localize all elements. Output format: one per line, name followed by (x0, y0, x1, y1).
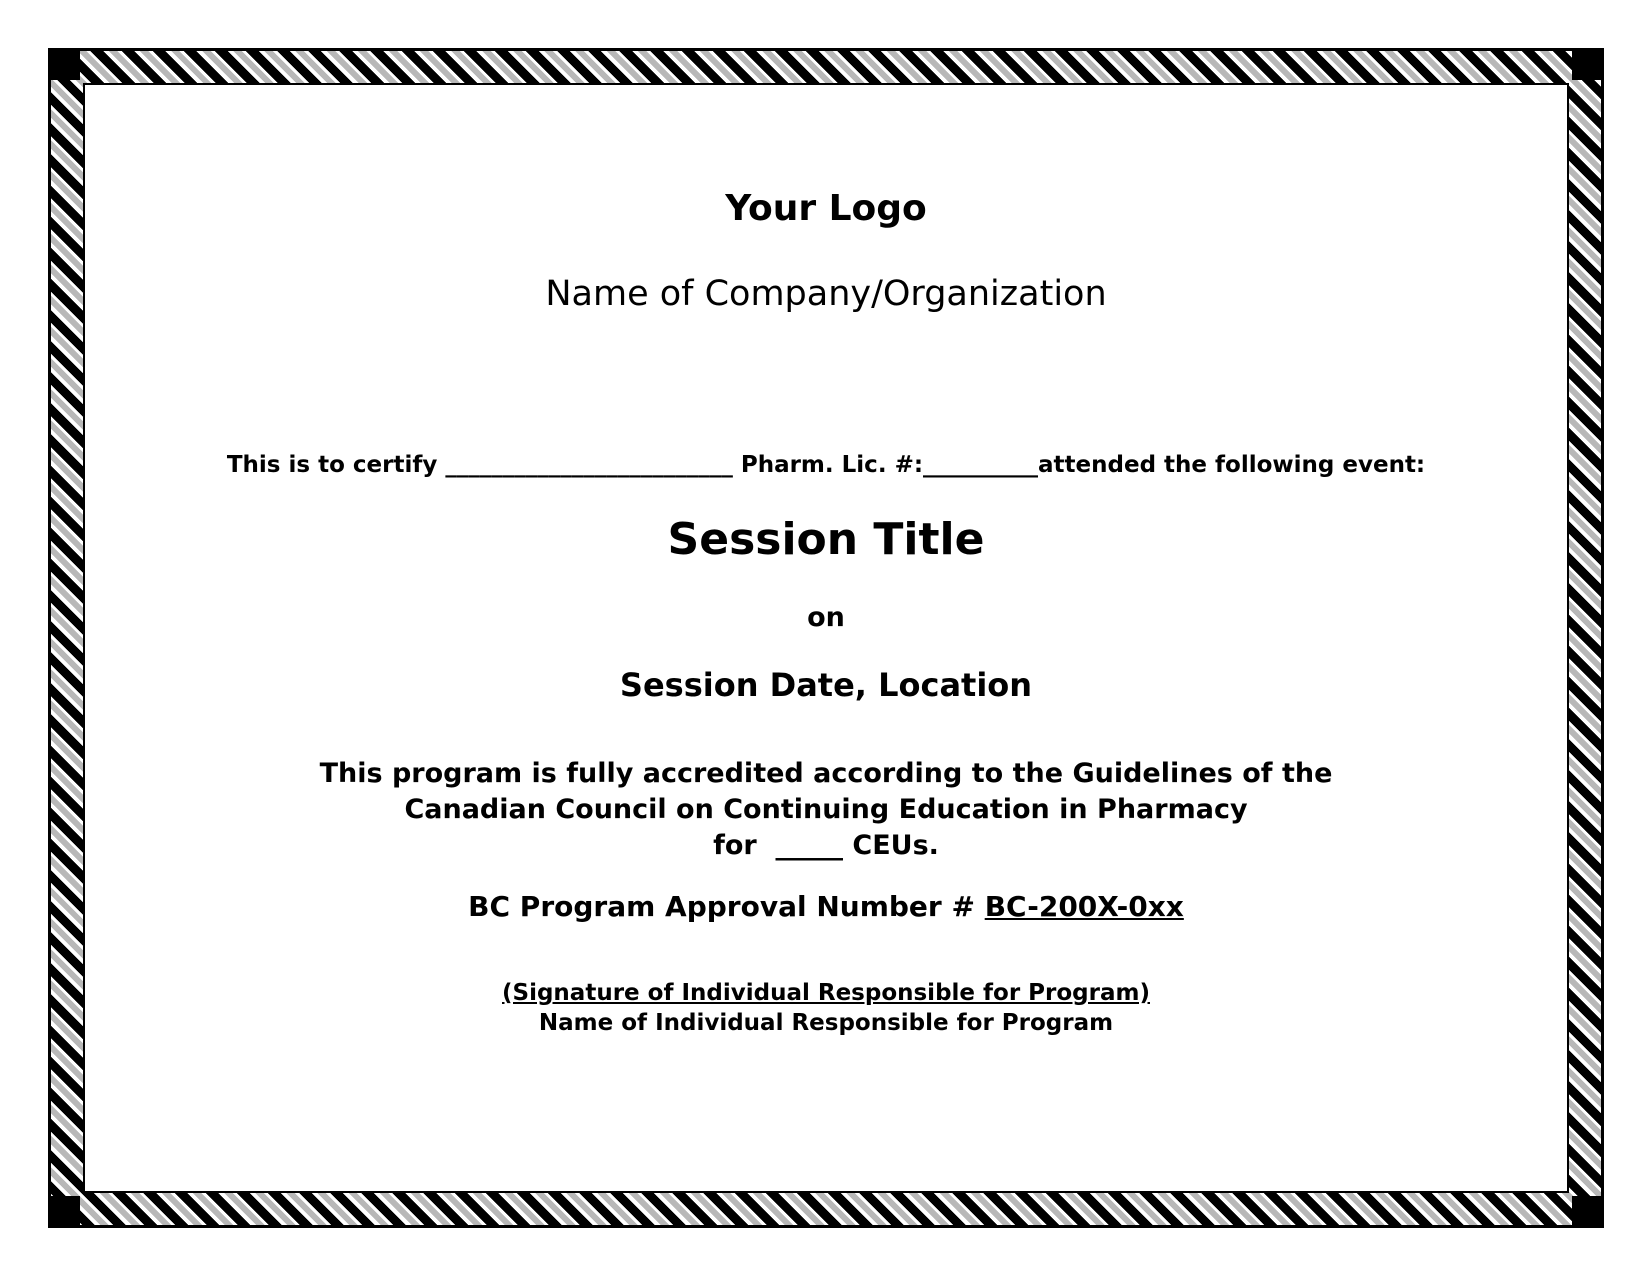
session-title: Session Title (667, 514, 985, 565)
approval-label: BC Program Approval Number # (468, 890, 985, 923)
company-name: Name of Company/Organization (545, 274, 1107, 314)
signatory-name: Name of Individual Responsible for Program (538, 1010, 1114, 1036)
border-corner-bottom-right (1572, 1196, 1602, 1226)
session-date-location: Session Date, Location (619, 666, 1033, 704)
approval-number-line (82, 890, 1570, 923)
border-corner-bottom-left (50, 1196, 80, 1226)
border-corner-top-left (50, 50, 80, 80)
certify-statement: This is to certify _________________________ Pharm. Lic. #:__________attended the following event: (226, 452, 1426, 478)
logo-placeholder: Your Logo (725, 188, 927, 229)
certificate-content (82, 82, 1570, 1194)
approval-number: BC-200X-0xx (984, 890, 1184, 923)
accreditation-statement (82, 756, 1570, 864)
accreditation-line-3: for _____ CEUs. (713, 830, 939, 861)
accreditation-line-1: This program is fully accredited according to the Guidelines of the (319, 758, 1333, 789)
signature-line: (Signature of Individual Responsible for Program) (502, 980, 1150, 1006)
accreditation-line-2: Canadian Council on Continuing Education in Pharmacy (404, 794, 1248, 825)
border-corner-top-right (1572, 50, 1602, 80)
on-connector: on (807, 602, 845, 633)
